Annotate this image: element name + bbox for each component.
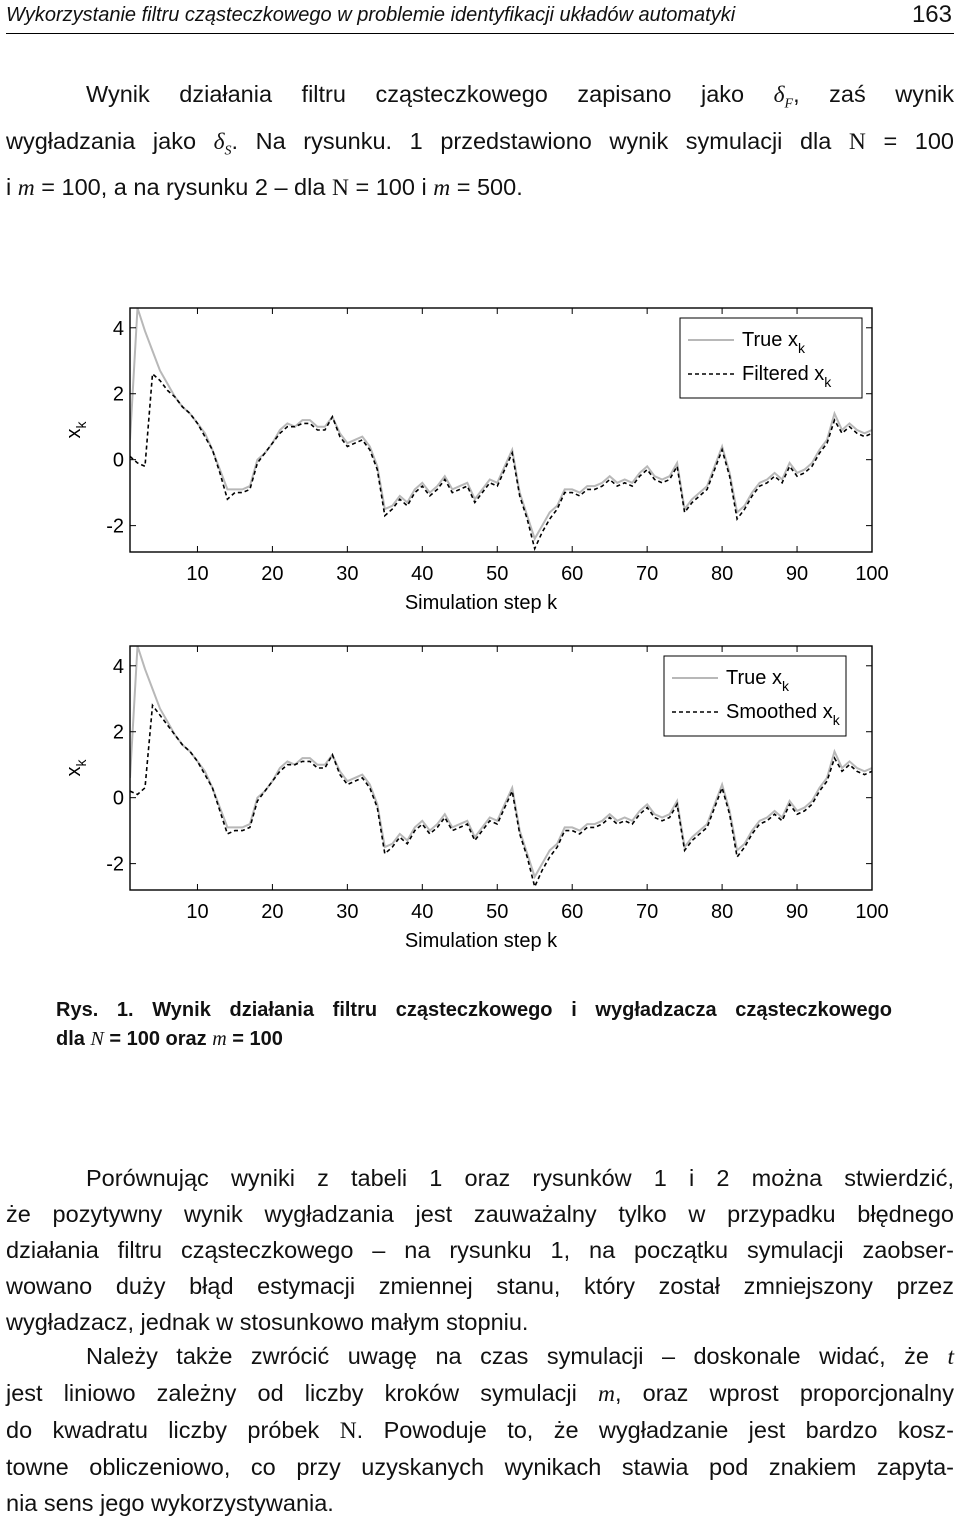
x-axis-label: Simulation step k	[404, 930, 558, 952]
running-title: Wykorzystanie filtru cząsteczkowego w problemie identyfikacji układów automatyki	[6, 4, 736, 26]
body-p1-line-3: działania filtru cząsteczkowego – na rysunku 1, na początku symulacji zaobser-	[6, 1237, 954, 1263]
x-tick-label: 80	[710, 901, 734, 923]
y-axis-label: $x_k$	[63, 421, 89, 439]
body-p2-line-5: nia sens jego wykorzystywania.	[6, 1490, 334, 1516]
page-number: 163	[911, 1, 952, 28]
y-tick-label: 0	[112, 449, 124, 472]
x-tick-label: 90	[785, 563, 809, 585]
smoothed-plot	[0, 634, 960, 964]
body-p2-line-3: do kwadratu liczby próbek N. Powoduje to, że wygładzanie jest bardzo kosz-	[6, 1417, 955, 1444]
caption-line-1: Rys. 1. Wynik działania filtru cząsteczkowego i wygładzacza cząsteczkowego	[56, 999, 892, 1021]
x-tick-label: 60	[561, 563, 584, 585]
y-tick-label: 2	[112, 721, 124, 744]
legend-label: Smoothed $x_k$	[726, 701, 840, 728]
legend-label: True $x_k$	[726, 667, 789, 694]
y-tick-label: -2	[106, 853, 124, 876]
intro-line-3: i m = 100, a na rysunku 2 – dla N = 100 i m = 500.	[6, 174, 523, 202]
legend-label: True $x_k$	[742, 329, 805, 356]
legend	[680, 318, 862, 398]
x-tick-label: 10	[186, 901, 209, 923]
caption-line-2: dla N = 100 oraz m = 100	[56, 1028, 283, 1050]
x-tick-label: 100	[855, 901, 889, 923]
y-tick-label: -2	[106, 515, 124, 538]
x-tick-label: 40	[411, 901, 434, 923]
x-tick-label: 50	[486, 563, 509, 585]
body-p2-line-2: jest liniowo zależny od liczby kroków symulacji m, oraz wprost proporcjonalny	[6, 1380, 954, 1407]
x-tick-label: 50	[486, 901, 509, 923]
figure-caption	[56, 996, 892, 1054]
x-tick-label: 10	[186, 563, 209, 585]
x-tick-label: 20	[261, 563, 284, 585]
x-tick-label: 90	[785, 901, 809, 923]
body-p2-line-1: Należy także zwrócić uwagę na czas symulacji – doskonale widać, że t	[86, 1343, 954, 1370]
intro-paragraph	[6, 76, 954, 206]
x-tick-label: 20	[261, 901, 284, 923]
x-tick-label: 100	[855, 563, 889, 585]
page-header	[6, 0, 954, 34]
body-paragraph-1	[6, 1160, 954, 1340]
y-tick-label: 4	[112, 655, 124, 678]
x-tick-label: 30	[336, 563, 359, 585]
body-p1-line-1: Porównując wyniki z tabeli 1 oraz rysunków 1 i 2 można stwierdzić,	[86, 1165, 954, 1191]
body-p1-line-2: że pozytywny wynik wygładzania jest zauważalny tylko w przypadku błędnego	[6, 1201, 954, 1227]
y-tick-label: 2	[112, 383, 124, 406]
x-tick-label: 70	[636, 901, 659, 923]
legend	[664, 656, 846, 736]
body-p1-line-5: wygładzacz, jednak w stosunkowo małym stopniu.	[6, 1309, 529, 1335]
x-axis-label: Simulation step k	[404, 592, 558, 614]
y-tick-label: 0	[112, 787, 124, 810]
x-tick-label: 80	[710, 563, 734, 585]
filtered-plot	[0, 296, 960, 626]
legend-label: Filtered $x_k$	[742, 363, 832, 390]
body-p1-line-4: wowano duży błąd estymacji zmiennej stanu, który został zmniejszony przez	[6, 1273, 954, 1299]
intro-line-2: wygładzania jako $\delta_S$. Na rysunku. 1 przedstawiono wynik symulacji dla N = 100	[6, 127, 954, 159]
x-tick-label: 40	[411, 563, 434, 585]
x-tick-label: 60	[561, 901, 584, 923]
x-tick-label: 70	[636, 563, 659, 585]
x-tick-label: 30	[336, 901, 359, 923]
body-p2-line-4: towne obliczeniowo, co przy uzyskanych wynikach stawia pod znakiem zapyta-	[6, 1454, 954, 1480]
y-axis-label: $x_k$	[63, 759, 89, 777]
series-line-estimate	[130, 374, 872, 549]
body-paragraph-2	[6, 1338, 954, 1521]
y-tick-label: 4	[112, 317, 124, 340]
intro-line-1: Wynik działania filtru cząsteczkowego zapisano jako $\delta_F$, zaś wynik	[86, 81, 954, 112]
